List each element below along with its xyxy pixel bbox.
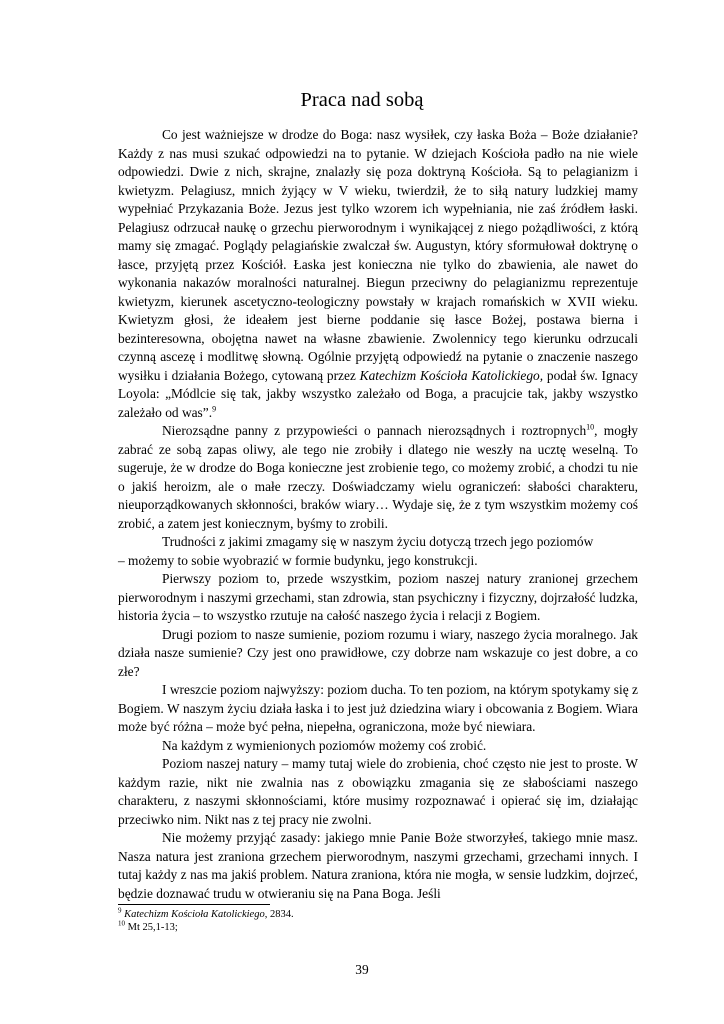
paragraph-text: – możemy to sobie wyobrazić w formie budynku, jego konstrukcji. <box>118 552 478 568</box>
paragraph <box>118 533 638 552</box>
paragraph <box>118 681 638 737</box>
paragraph-text: Pierwszy poziom to, przede wszystkim, poziom naszej natury zranionej grzechem pierworodnym i naszymi grzechami, stan zdrowia, stan psychiczny i fizyczny, dojrzałość ludzka, historia życia – to wszystko rzutuje na całość naszego życia i relacji z Bogiem. <box>118 571 638 623</box>
footnote-reference: , 2834. <box>264 909 294 920</box>
footnote-9 <box>118 906 638 922</box>
body-text <box>118 126 638 903</box>
footnote-ref: 10 <box>586 422 595 432</box>
footnote-source: Katechizm Kościoła Katolickiego <box>124 909 265 920</box>
paragraph-text: I wreszcie poziom najwyższy: poziom ducha. To ten poziom, na którym spotykamy się z Bogiem. W naszym życiu działa łaska i to jest już dziedzina wiary i obcowania z Bogiem. Wiara może być różna – może być pełna, niepełna, ograniczona, może być niewiara. <box>118 682 638 734</box>
footnote-ref: 9 <box>212 404 217 414</box>
paragraph-text: Co jest ważniejsze w drodze do Boga: nasz wysiłek, czy łaska Boża – Boże działanie? Każdy z nas musi szukać odpowiedzi na to pytanie. W dziejach Kościoła padło na nie wiele odpowiedzi. Dwie z nich, skrajne, znalazły się poza doktryną Kościoła. Są to pelagianizm i kwietyzm. Pelagiusz, mnich żyjący w V wieku, twierdził, że to siłą natury ludzkiej mamy wypełniać Przykazania Boże. Jezus jest tylko wzorem ich wypełniania, nie zaś źródłem łaski. Pelagiusz odrzucał naukę o grzechu pierworodnym i wynikającej z niego pożądliwości, z którą mamy się zmagać. Poglądy pelagiańskie zwalczał św. Augustyn, który sformułował doktrynę o łasce, przyjętą przez Kościół. Łaska jest konieczna nie tylko do zbawienia, ale nawet do wykonania nakazów moralności naturalnej. Biegun przeciwny do pelagianizmu reprezentuje kwietyzm, kierunek ascetyczno-teologiczny powstały w krajach romańskich w XVII wieku. Kwietyzm głosi, że ideałem jest bierne poddanie się łasce Bożej, postawa bierna i bezinteresowna, obojętna nawet na własne zbawienie. Zwolennicy tego kierunku odrzucali czynną ascezę i modlitwę słowną. Ogólnie przyjętą odpowiedź na pytanie o znaczenie naszego wysiłku i działania Bożego, cytowaną przez <box>118 127 638 383</box>
paragraph <box>118 126 638 422</box>
paragraph <box>118 829 638 903</box>
footnote-10 <box>118 919 638 935</box>
paragraph <box>118 737 638 756</box>
footnote-divider <box>118 904 270 905</box>
paragraph-text: podał św. Ignacy Loyola: „Módlcie się tak, jakby wszystko zależało od Boga, a pracujcie tak, jakby wszystko zależało od was”. <box>118 367 638 420</box>
paragraph-text: Nie możemy przyjąć zasady: jakiego mnie Panie Boże stworzyłeś, takiego mnie masz. Nasza natura jest zraniona grzechem pierworodnym, naszymi grzechami, grzechami innych. I tutaj każdy z nas ma jakiś problem. Natura zraniona, która nie mogła, w sensie ludzkim, dojrzeć, będzie doznawać trudu w otwieraniu się na Pana Boga. Jeśli <box>118 830 638 901</box>
paragraph-text: , mogły zabrać ze sobą zapas oliwy, ale tego nie zrobiły i dlatego nie weszły na ucztę weselną. To sugeruje, że w drodze do Boga konieczne jest zrobienie tego, co możemy zrobić, a chodzi tu nie o jakiś heroizm, ale o małe rzeczy. Doświadczamy wielu ograniczeń: słabości charakteru, nieuporządkowanych skłonności, braków wiary… Wydaje się, że z tym wszystkim możemy coś zrobić, a zatem jest koniecznym, byśmy to zrobili. <box>118 423 639 531</box>
paragraph-text: Trudności z jakimi zmagamy się w naszym życiu dotyczą trzech jego poziomów <box>162 534 594 549</box>
italic-citation: Katechizm Kościoła Katolickiego, <box>359 367 544 383</box>
footnote-reference: Mt 25,1-13; <box>127 921 178 933</box>
paragraph-text: Nierozsądne panny z przypowieści o pannach nierozsądnych i roztropnych <box>162 423 587 438</box>
footnote-number: 9 <box>118 906 122 915</box>
paragraph <box>118 626 638 682</box>
paragraph <box>118 552 638 571</box>
paragraph-text: Poziom naszej natury – mamy tutaj wiele do zrobienia, choć często nie jest to proste. W każdym razie, nikt nie zwalnia nas z obowiązku zmagania się ze słabościami naszego charakteru, z naszymi skłonnościami, które musimy rozpoznawać i opierać się im, działając przeciwko nim. Nikt nas z tej pracy nie zwolni. <box>118 756 638 827</box>
paragraph <box>118 422 638 533</box>
page-title: Praca nad sobą <box>300 89 424 111</box>
paragraph <box>118 755 638 829</box>
paragraph-text: Drugi poziom to nasze sumienie, poziom rozumu i wiary, naszego życia moralnego. Jak działa nasze sumienie? Czy jest ono prawidłowe, czy dobrze nam wskazuje co jest dobre, a co złe? <box>118 626 638 679</box>
paragraph <box>118 570 638 626</box>
paragraph-text: Na każdym z wymienionych poziomów możemy coś zrobić. <box>162 737 487 753</box>
page-number: 39 <box>355 962 369 977</box>
footnotes <box>118 906 638 934</box>
footnote-number: 10 <box>118 919 125 927</box>
